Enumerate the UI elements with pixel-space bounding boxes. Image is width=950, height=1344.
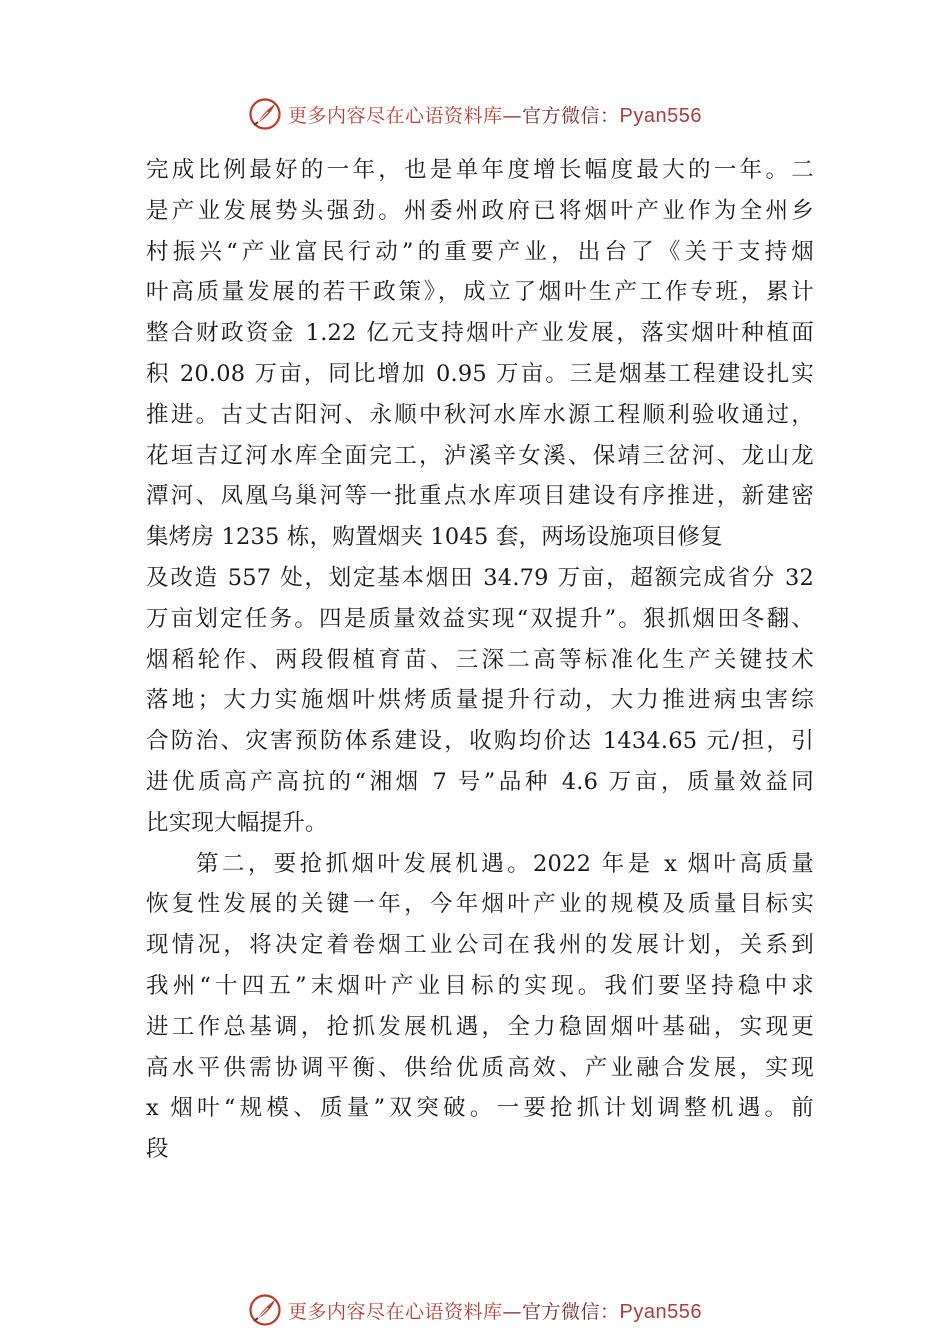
banner-dash: —	[502, 1300, 523, 1323]
text-line: 落地；大力实施烟叶烘烤质量提升行动，大力推进病虫害综	[146, 687, 814, 714]
text-line: 现情况，将决定着卷烟工业公司在我州的发展计划，关系到	[146, 932, 814, 959]
text-line: 推进。古丈古阳河、永顺中秋河水库水源工程顺利验收通过，	[146, 401, 814, 428]
banner-wechat-label: 官方微信：	[522, 104, 620, 127]
text-line: 合防治、灾害预防体系建设，收购均价达 1434.65 元/担，引	[146, 728, 814, 755]
text-line: 第二，要抢抓烟叶发展机遇。2022 年是 x 烟叶高质量	[196, 850, 814, 877]
text-line: 叶高质量发展的若干政策》，成立了烟叶生产工作专班，累计	[146, 279, 814, 306]
text-line: x 烟叶“规模、质量”双突破。一要抢抓计划调整机遇。前	[146, 1095, 814, 1122]
header-watermark-banner	[0, 94, 950, 134]
feather-pen-logo-icon	[248, 1293, 282, 1327]
banner-text	[288, 1297, 702, 1324]
text-line: 段	[146, 1136, 169, 1163]
text-line: 进优质高产高抗的“湘烟 7 号”品种 4.6 万亩，质量效益同	[146, 768, 814, 795]
banner-text	[288, 101, 702, 128]
banner-site-name: 更多内容尽在心语资料库	[288, 1300, 503, 1323]
banner-wechat-id: Pyan556	[619, 1300, 702, 1323]
feather-pen-logo-icon	[248, 97, 282, 131]
text-line: 恢复性发展的关键一年，今年烟叶产业的规模及质量目标实	[146, 891, 814, 918]
text-line: 烟稻轮作、两段假植育苗、三深二高等标准化生产关键技术	[146, 646, 814, 673]
text-line: 集烤房 1235 栋，购置烟夹 1045 套，两场设施项目修复	[146, 524, 723, 551]
banner-wechat-label: 官方微信：	[522, 1300, 620, 1323]
banner-wechat-id: Pyan556	[619, 104, 702, 127]
text-line: 整合财政资金 1.22 亿元支持烟叶产业发展，落实烟叶种植面	[146, 320, 814, 347]
text-line: 万亩划定任务。四是质量效益实现“双提升”。狠抓烟田冬翻、	[146, 605, 814, 632]
text-line: 进工作总基调，抢抓发展机遇，全力稳固烟叶基础，实现更	[146, 1013, 814, 1040]
text-line: 完成比例最好的一年，也是单年度增长幅度最大的一年。二	[146, 157, 814, 183]
banner-dash: —	[502, 104, 523, 127]
text-line: 比实现大幅提升。	[146, 809, 328, 836]
text-line: 及改造 557 处，划定基本烟田 34.79 万亩，超额完成省分 32	[146, 564, 815, 591]
text-line: 潭河、凤凰乌巢河等一批重点水库项目建设有序推进，新建密	[146, 483, 814, 510]
text-line: 村振兴“产业富民行动”的重要产业，出台了《关于支持烟	[146, 238, 814, 265]
footer-watermark-banner	[0, 1290, 950, 1330]
text-line: 积 20.08 万亩，同比增加 0.95 万亩。三是烟基工程建设扎实	[146, 360, 814, 387]
text-line: 花垣吉辽河水库全面完工，泸溪辛女溪、保靖三岔河、龙山龙	[146, 442, 814, 469]
text-line: 我州“十四五”末烟叶产业目标的实现。我们要坚持稳中求	[146, 972, 814, 999]
banner-site-name: 更多内容尽在心语资料库	[288, 104, 503, 127]
document-body	[146, 150, 814, 1170]
text-line: 高水平供需协调平衡、供给优质高效、产业融合发展，实现	[146, 1054, 814, 1081]
text-line: 是产业发展势头强劲。州委州政府已将烟叶产业作为全州乡	[146, 197, 814, 224]
